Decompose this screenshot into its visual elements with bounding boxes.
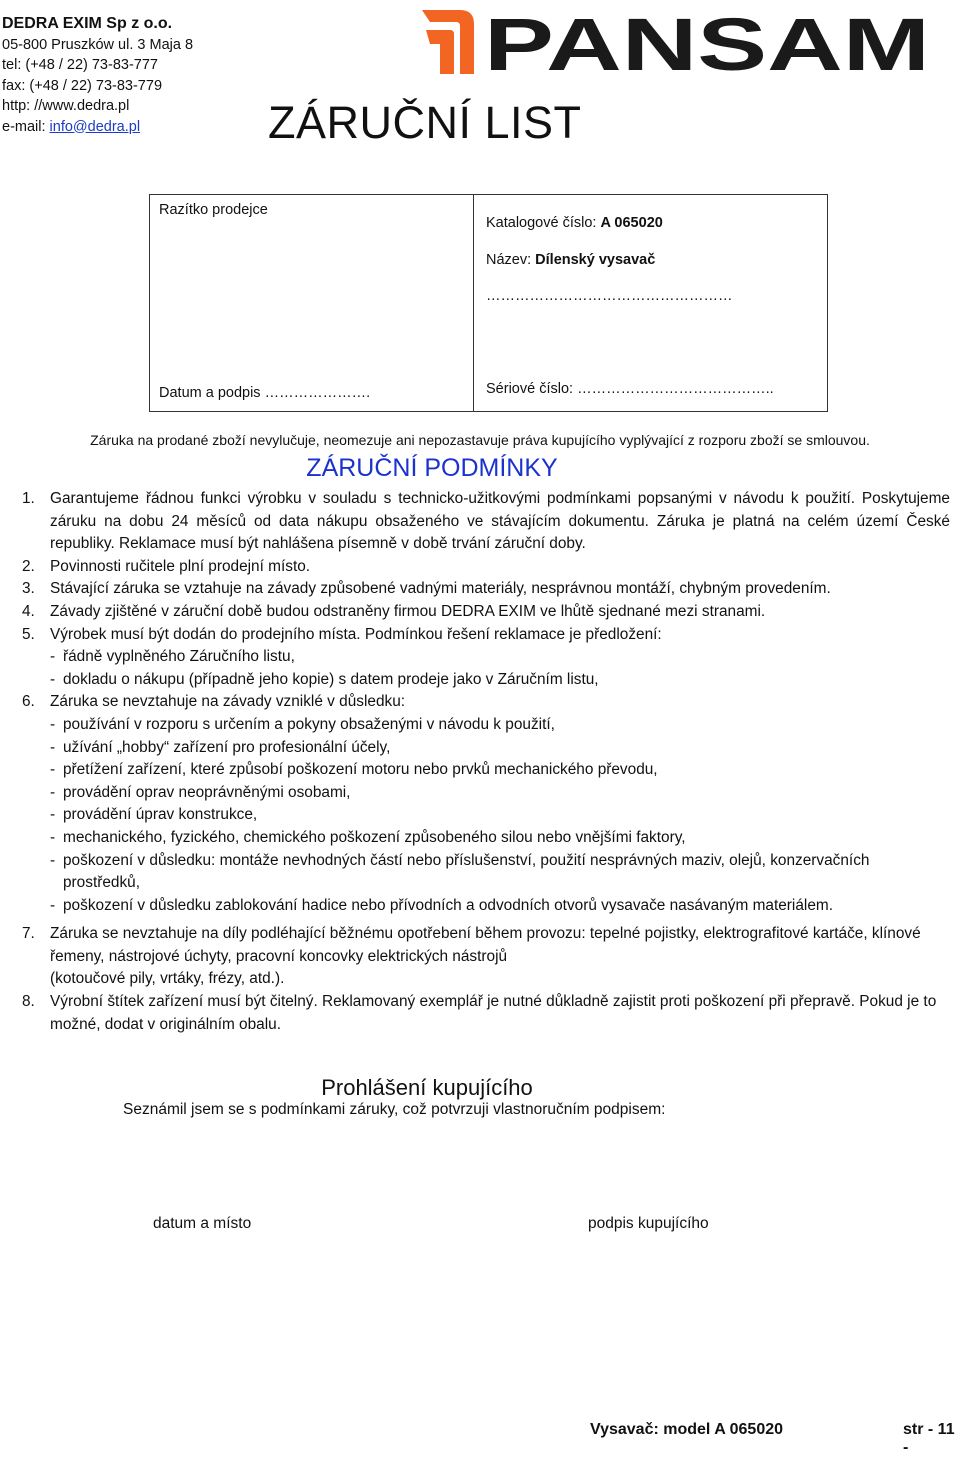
box-divider — [473, 195, 474, 411]
conditions-title: ZÁRUČNÍ PODMÍNKY — [306, 454, 558, 482]
condition-item-1 — [22, 488, 950, 556]
sub-item: - přetížení zařízení, které způsobí poškození motoru nebo prvků mechanického převodu, — [50, 759, 950, 782]
item-text: Závady zjištěné v záruční době budou odstraněny firmou DEDRA EXIM ve lhůtě sjednané mezi stranami. — [50, 602, 766, 620]
blank-line: …………………………………………… — [486, 288, 733, 304]
condition-item-4 — [22, 601, 950, 624]
item-number: 6. — [22, 693, 35, 711]
condition-item-2 — [22, 556, 950, 579]
item-text: Povinnosti ručitele plní prodejní místo. — [50, 557, 311, 575]
item-number: 2. — [22, 557, 35, 575]
serial-number-field: Sériové číslo: ………………………………….. — [486, 381, 774, 397]
email-link[interactable]: info@dedra.pl — [49, 118, 141, 135]
buyer-signature-label: podpis kupujícího — [588, 1215, 709, 1232]
item-extra: (kotoučové pily, vrtáky, frézy, atd.). — [50, 970, 285, 988]
item-number: 3. — [22, 580, 35, 598]
item-text: Záruka se nevztahuje na závady vzniklé v důsledku: — [50, 693, 406, 711]
sub-item: - poškození v důsledku: montáže nevhodných částí nebo příslušenství, použití nesprávných maziv, olejů, konzervačních prostředků, — [50, 850, 950, 895]
condition-item-5 — [22, 624, 950, 692]
email-label: e-mail: — [2, 118, 50, 135]
sub-item: - dokladu o nákupu (případně jeho kopie) s datem prodeje jako v Záručním listu, — [50, 669, 950, 692]
stamp-box — [149, 194, 828, 412]
name-value: Dílenský vysavač — [535, 252, 656, 268]
item-text: Výrobek musí být dodán do prodejního místa. Podmínkou řešení reklamace je předložení: — [50, 625, 662, 643]
item-text: Stávající záruka se vztahuje na závady způsobené vadnými materiály, nesprávnou montáží, chybným provedením. — [50, 580, 831, 598]
item-number: 5. — [22, 625, 35, 643]
item-number: 1. — [22, 490, 35, 507]
item-text: Záruka se nevztahuje na díly podléhající běžnému opotřebení během provozu: tepelné pojistky, elektrografitové kartáče, klínové řemeny, nástrojové úchyty, pracovní koncovky elektrických nástrojů — [50, 925, 921, 965]
product-name-row — [486, 252, 655, 268]
place-date-label: datum a místo — [153, 1215, 252, 1232]
logo-mark — [422, 10, 474, 74]
logo-wordmark: PANSAM — [484, 3, 930, 84]
company-tel: tel: (+48 / 22) 73-83-777 — [2, 57, 158, 73]
catalog-number-row — [486, 215, 663, 231]
catalog-value: A 065020 — [600, 215, 663, 231]
document-title: ZÁRUČNÍ LIST — [268, 97, 582, 148]
company-web: http: //www.dedra.pl — [2, 98, 130, 114]
company-address: 05-800 Pruszków ul. 3 Maja 8 — [2, 36, 194, 53]
sub-item: - provádění oprav neoprávněnými osobami, — [50, 782, 950, 805]
condition-item-8 — [22, 991, 950, 1036]
name-label: Název: — [486, 252, 536, 268]
company-fax: fax: (+48 / 22) 73-83-779 — [2, 77, 163, 94]
sub-item: - používání v rozporu s určením a pokyny obsaženými v návodu k použití, — [50, 714, 950, 737]
condition-item-6 — [22, 691, 950, 917]
declaration-text: Seznámil jsem se s podmínkami záruky, což potvrzuji vlastnoručním podpisem: — [123, 1101, 666, 1118]
page-number: str - 11 - — [903, 1421, 955, 1456]
item-number: 7. — [22, 925, 35, 943]
footer-model: Vysavač: model A 065020 — [590, 1421, 784, 1438]
item-text: Výrobní štítek zařízení musí být čitelný. Reklamovaný exemplář je nutné důkladně zajistit proti poškození při přepravě. Pokud je to možné, dodat v originálním obalu. — [50, 993, 937, 1033]
company-name: DEDRA EXIM Sp z o.o. — [2, 15, 173, 32]
declaration-title: Prohlášení kupujícího — [321, 1075, 533, 1100]
condition-item-7 — [22, 923, 950, 991]
item-text: Garantujeme řádnou funkci výrobku v souladu s technicko-užitkovými podmínkami popsanými v návodu k použití. Poskytujeme záruku na dobu 24 měsíců od data nákupu obsaženého ve stávajícím dokumentu. Záruka je platná na celém území České republiky. Reklamace musí být nahlášena písemně v době trvání záruční doby. — [50, 490, 950, 553]
date-signature-field: Datum a podpis …………………. — [159, 385, 371, 401]
sub-item: - řádně vyplněného Záručního listu, — [50, 646, 950, 669]
catalog-label: Katalogové číslo: — [486, 215, 601, 231]
sub-item: - poškození v důsledku zablokování hadice nebo přívodních a odvodních otvorů vysavače nasávaným materiálem. — [50, 895, 950, 918]
item-number: 4. — [22, 602, 35, 620]
company-info — [2, 14, 193, 137]
condition-item-3 — [22, 578, 950, 601]
company-email-row — [2, 117, 193, 138]
conditions-list — [22, 488, 950, 1036]
sub-item: - užívání „hobby“ zařízení pro profesionální účely, — [50, 737, 950, 760]
disclaimer: Záruka na prodané zboží nevylučuje, neomezuje ani nepozastavuje práva kupujícího vyplývající z rozporu zboží se smlouvou. — [90, 432, 870, 448]
pansam-logo — [416, 0, 936, 84]
sub-item: - mechanického, fyzického, chemického poškození způsobeného silou nebo vnějšími faktory, — [50, 827, 950, 850]
item-number: 8. — [22, 993, 35, 1011]
sub-item: - provádění úprav konstrukce, — [50, 804, 950, 827]
seller-stamp-label: Razítko prodejce — [159, 202, 268, 218]
